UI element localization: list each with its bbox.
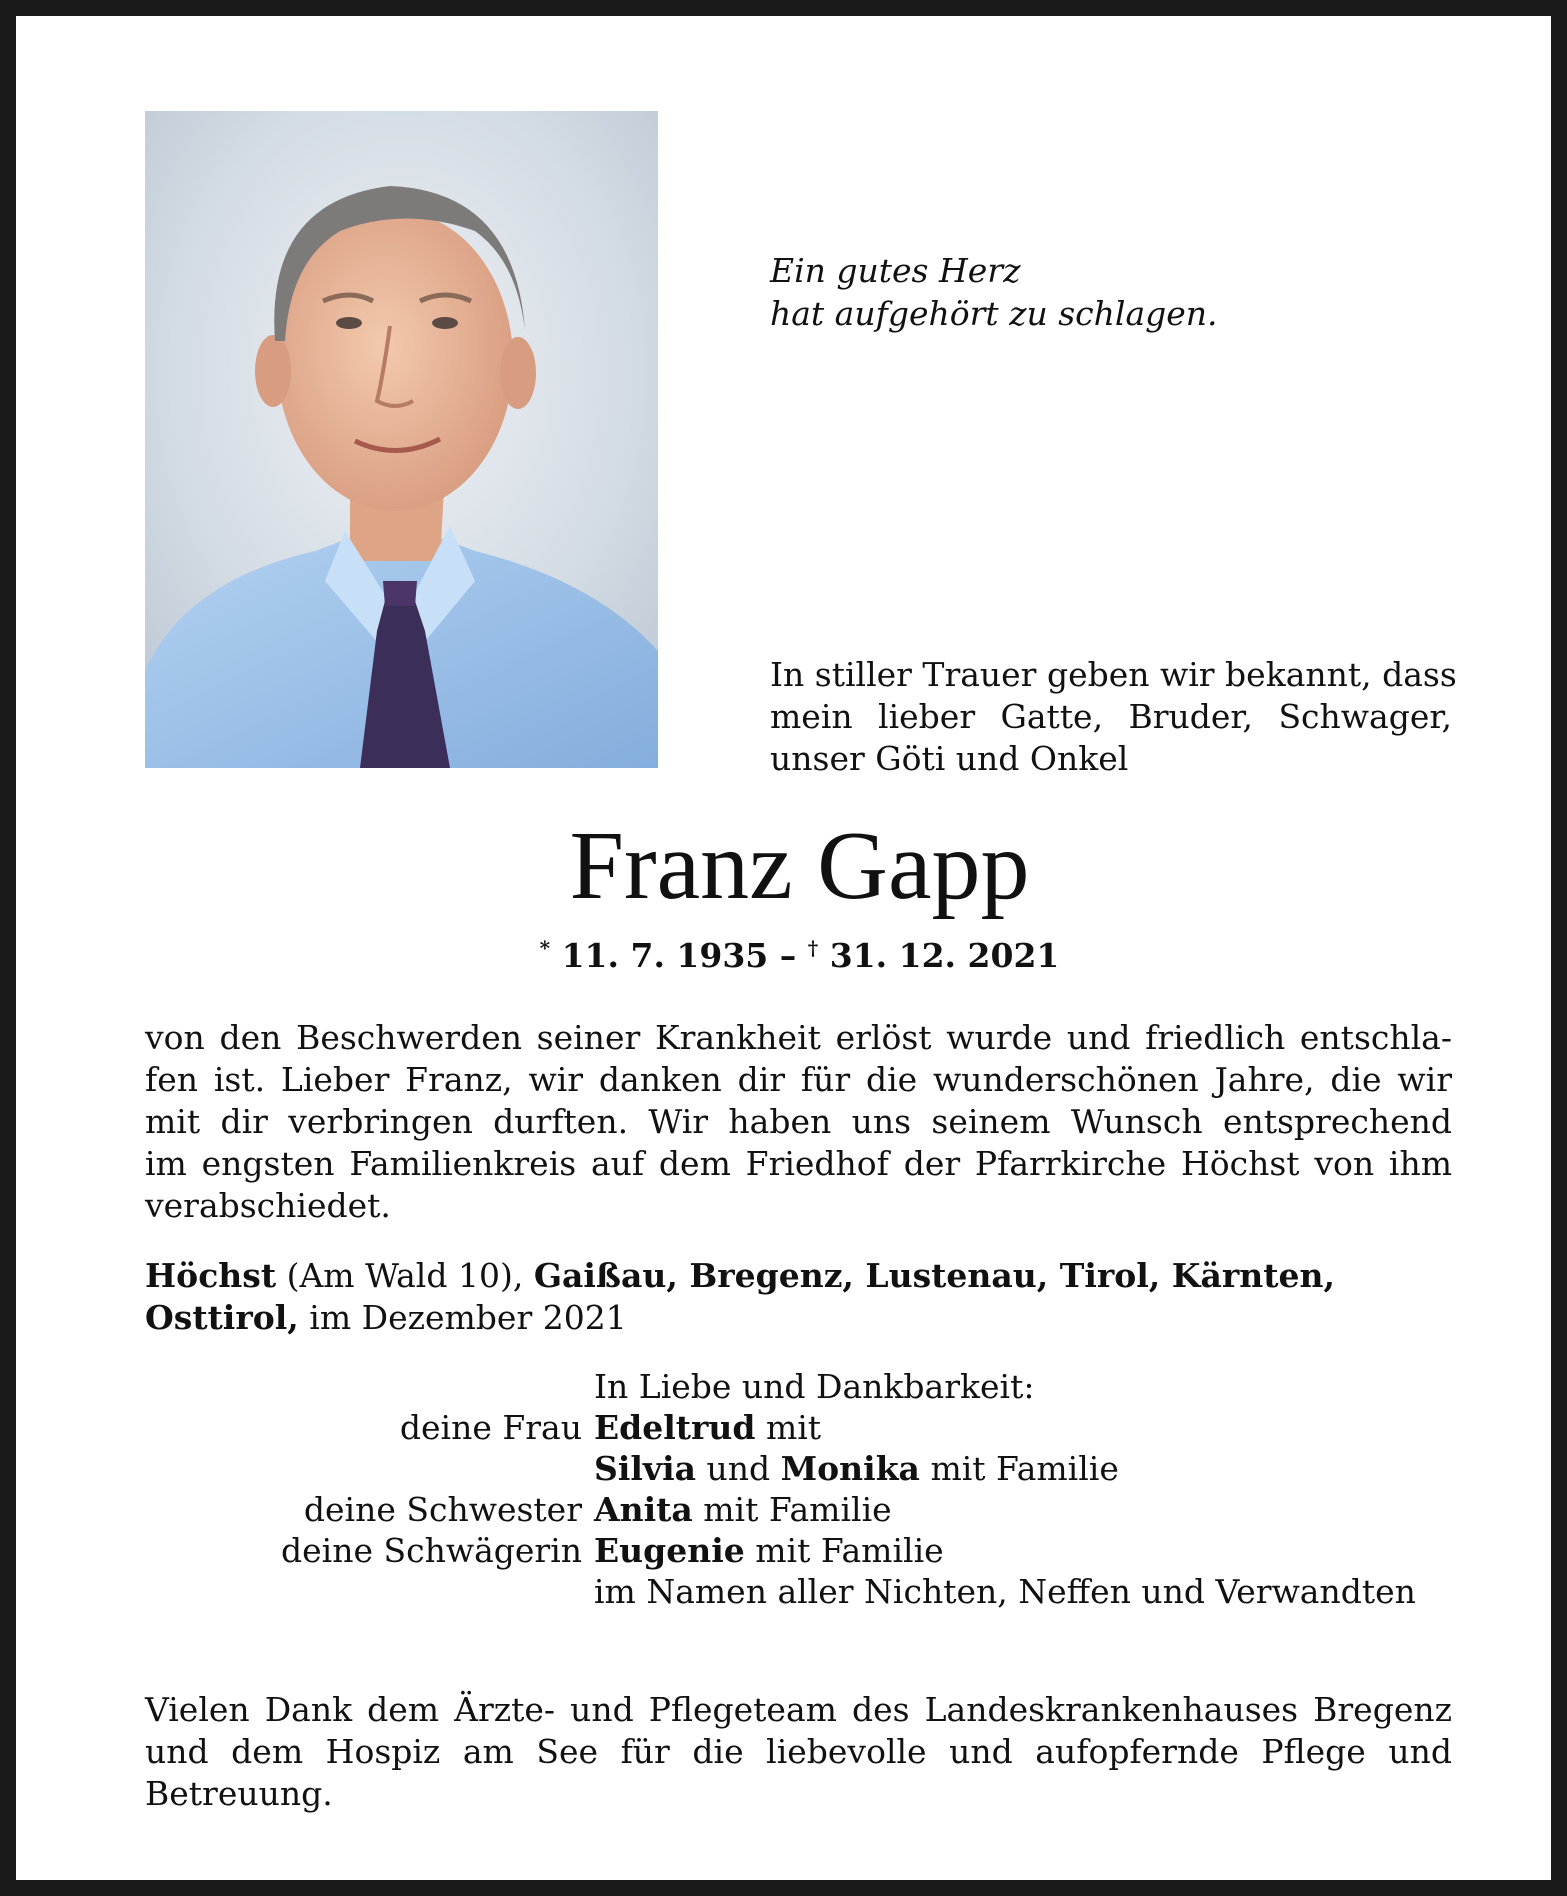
family-heading: In Liebe und Dankbarkeit: <box>594 1367 1035 1406</box>
empty-label <box>216 1448 594 1489</box>
portrait-illustration <box>145 111 658 768</box>
thanks-line: und dem Hospiz am See für die liebevolle und aufopfernde Pflege und <box>145 1732 1452 1771</box>
portrait-photo <box>145 111 658 768</box>
sister-in-law-name: Eugenie <box>594 1531 745 1570</box>
empty-label <box>216 1366 594 1407</box>
town-name: Höchst <box>145 1256 277 1295</box>
and-word: und <box>696 1449 781 1488</box>
motto-line-1: Ein gutes Herz <box>770 251 1021 290</box>
motto-line-2: hat aufgehört zu schlagen. <box>770 294 1218 333</box>
wife-label: deine Frau <box>399 1408 582 1447</box>
motto-quote <box>770 249 1218 335</box>
address: (Am Wald 10), <box>276 1256 534 1295</box>
daughter-2-name: Monika <box>780 1449 920 1488</box>
thanks-paragraph <box>145 1689 1452 1815</box>
wife-name: Edeltrud <box>594 1408 756 1447</box>
intro-line: In stiller Trauer geben wir bekannt, dass <box>770 655 1457 694</box>
announcement-intro <box>770 654 1457 780</box>
sister-label: deine Schwester <box>303 1490 582 1529</box>
announcement-date: im Dezember 2021 <box>298 1298 627 1337</box>
intro-line: unser Göti und Onkel <box>770 739 1129 778</box>
other-places: Gaißau, Bregenz, Lustenau, Tirol, Kärnten, <box>533 1256 1335 1295</box>
last-place: Osttirol, <box>145 1298 299 1337</box>
body-line: im engsten Familienkreis auf dem Friedhof der Pfarrkirche Höchst von ihm <box>145 1144 1452 1183</box>
empty-label <box>216 1571 594 1612</box>
date-dash: – <box>779 936 797 975</box>
relatives-line: im Namen aller Nichten, Neffen und Verwandten <box>594 1572 1416 1611</box>
birth-date: 11. 7. 1935 <box>561 936 769 975</box>
death-symbol: † <box>807 936 819 960</box>
body-line: von den Beschwerden seiner Krankheit erlöst wurde und friedlich entschla- <box>145 1018 1452 1057</box>
deceased-name: Franz Gapp <box>569 812 1030 920</box>
body-line: mit dir verbringen durften. Wir haben uns seinem Wunsch entsprechend <box>145 1102 1452 1141</box>
birth-symbol: * <box>539 936 551 960</box>
sister-suffix: mit Familie <box>692 1490 892 1529</box>
daughter-1-name: Silvia <box>594 1449 696 1488</box>
wife-suffix: mit <box>755 1408 822 1447</box>
daughters-suffix: mit Familie <box>919 1449 1119 1488</box>
places-and-date <box>145 1255 1335 1339</box>
thanks-line: Betreuung. <box>145 1774 333 1813</box>
death-date: 31. 12. 2021 <box>829 936 1060 975</box>
family-signatures <box>216 1366 1416 1612</box>
body-line: fen ist. Lieber Franz, wir danken dir für die wunderschönen Jahre, die wir <box>145 1060 1452 1099</box>
thanks-line: Vielen Dank dem Ärzte- und Pflegeteam des Landeskrankenhauses Bregenz <box>145 1690 1452 1729</box>
body-paragraph <box>145 1017 1452 1227</box>
body-line: verabschiedet. <box>145 1186 391 1225</box>
sister-in-law-label: deine Schwägerin <box>281 1531 582 1570</box>
sister-in-law-suffix: mit Familie <box>744 1531 944 1570</box>
sister-name: Anita <box>594 1490 693 1529</box>
life-dates <box>16 936 1567 975</box>
intro-line: mein lieber Gatte, Bruder, Schwager, <box>770 697 1452 736</box>
